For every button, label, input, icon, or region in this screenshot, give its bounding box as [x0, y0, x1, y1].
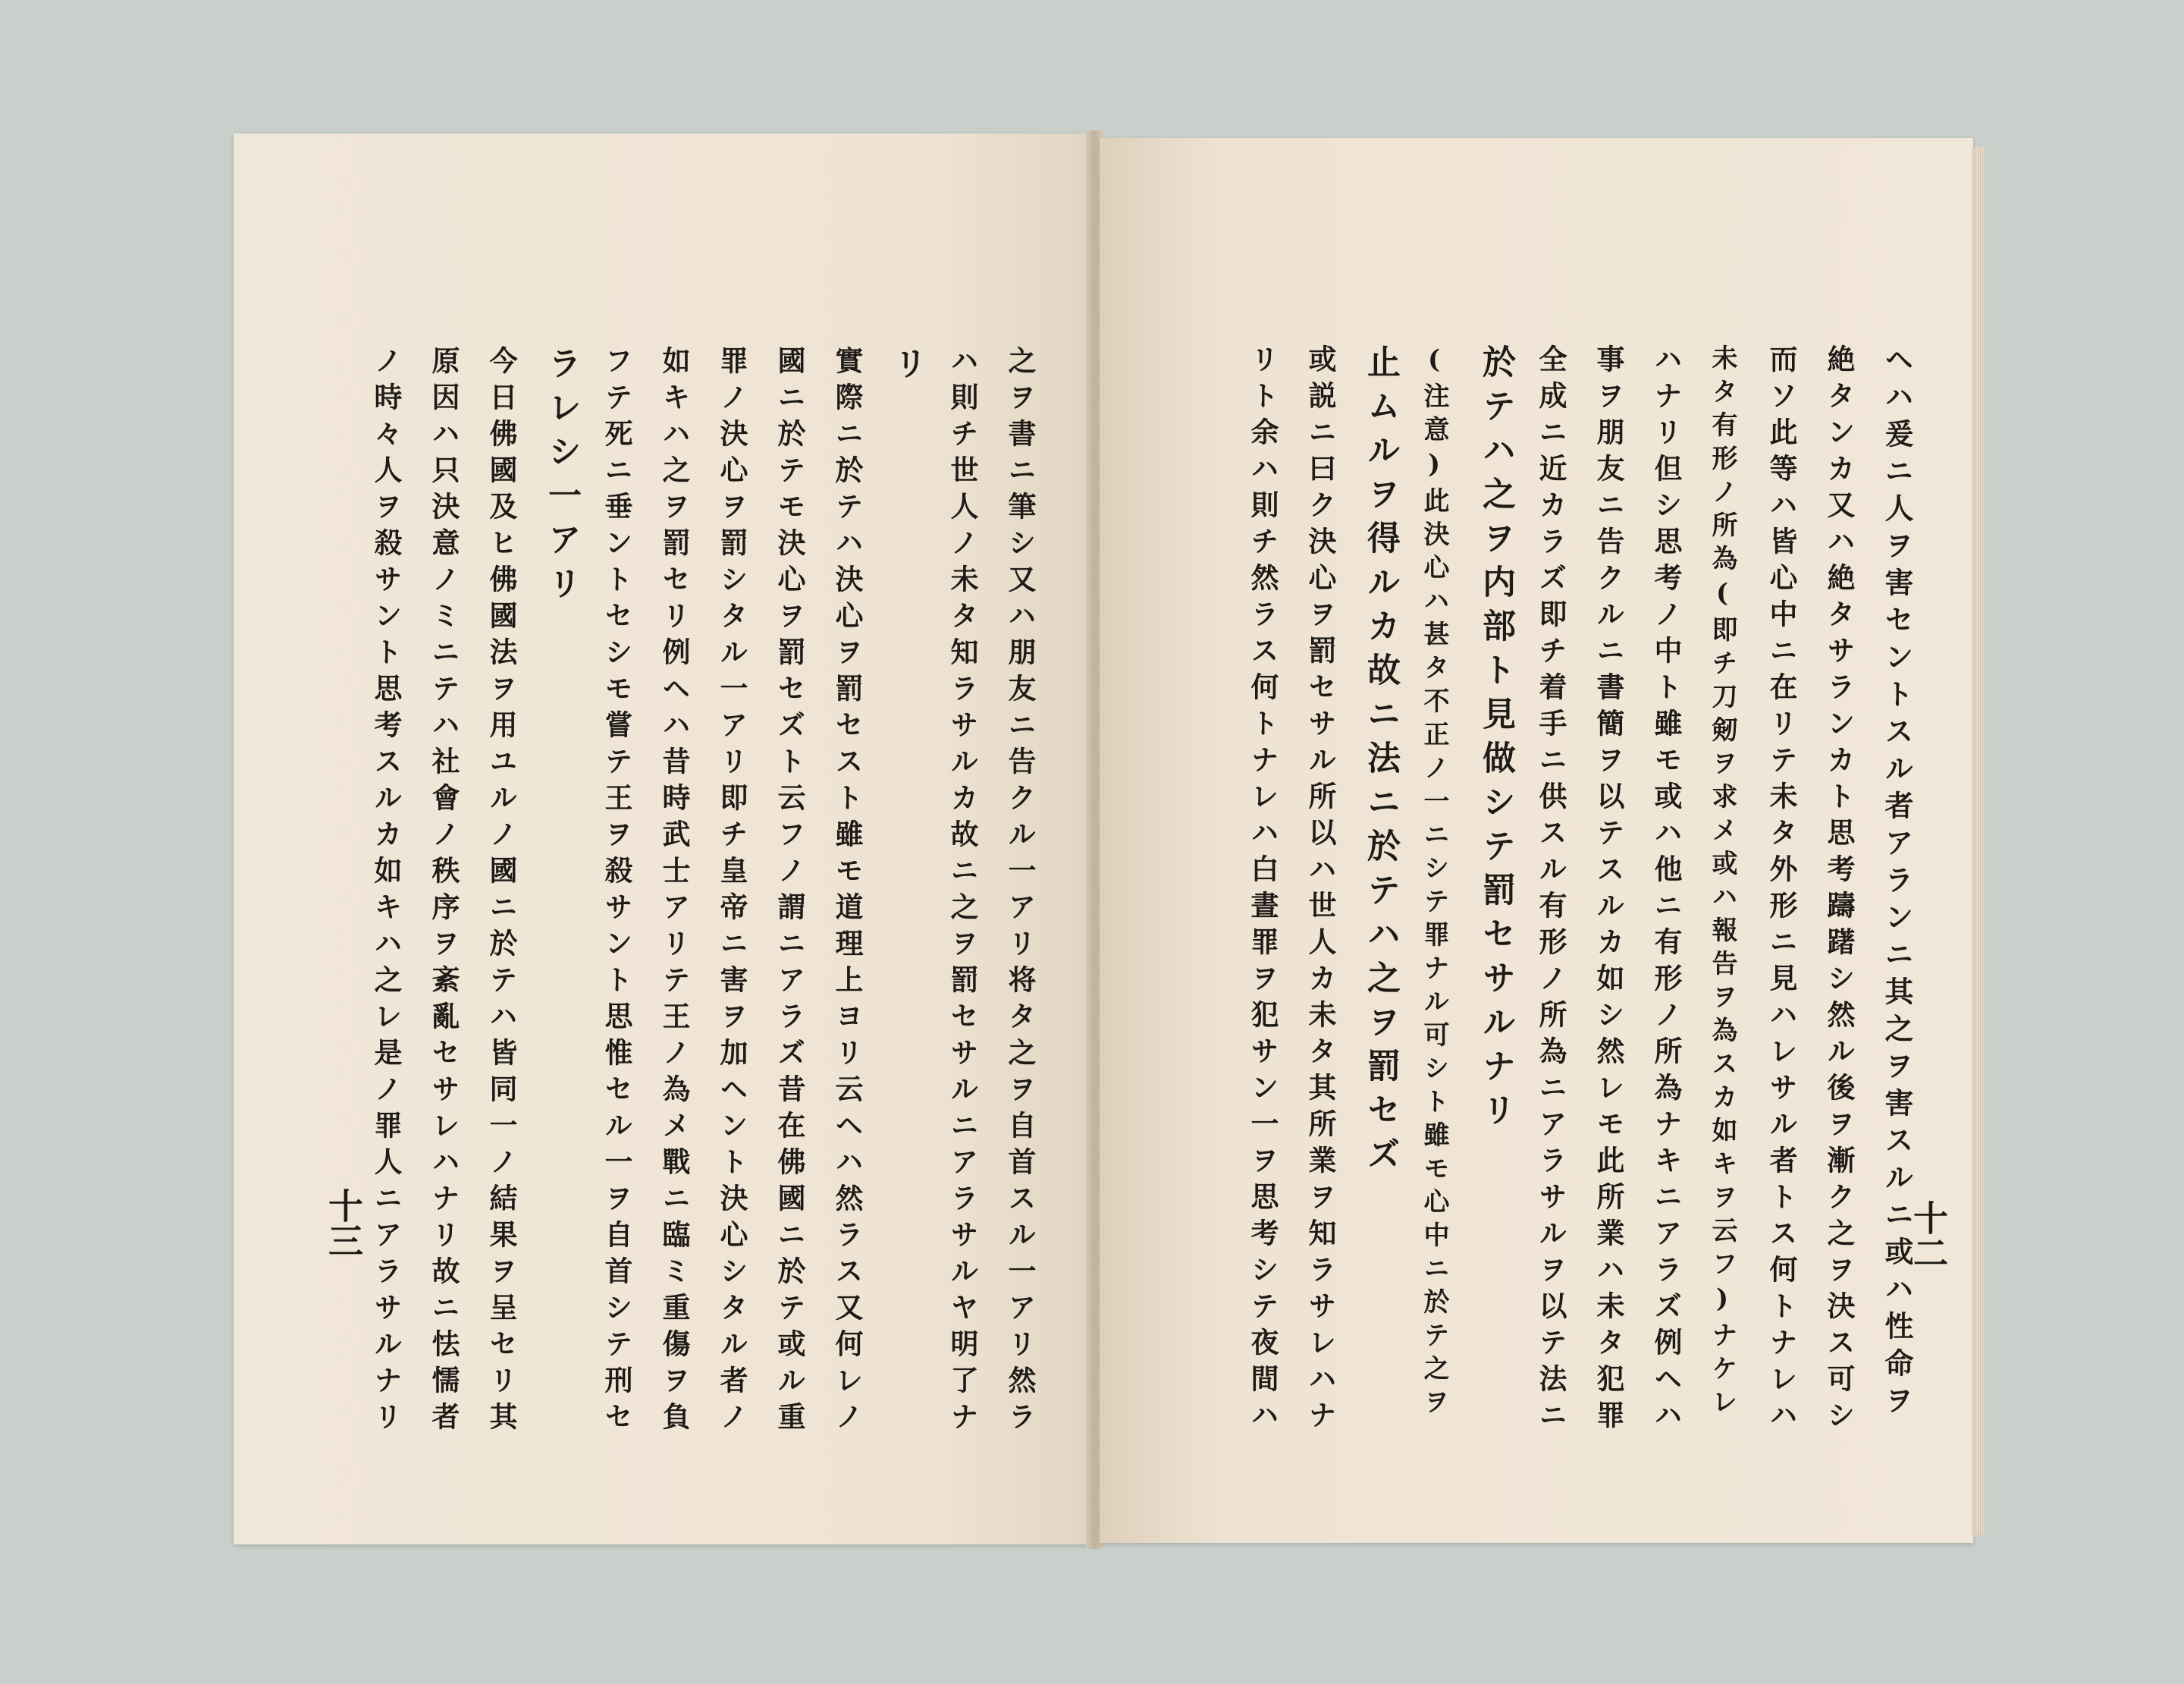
text-column: 實際ニ於テハ決心ヲ罰セスト雖モ道理上ヨリ云ヘハ然ラス又何レノ	[830, 346, 864, 1438]
text-column: 而ソ此等ハ皆心中ニ在リテ未タ外形ニ見ハレサル者トス何トナレハ	[1765, 344, 1798, 1437]
text-column: 全成ニ近カラズ即チ着手ニ供スル有形ノ所為ニアラサルヲ以テ法ニ	[1534, 344, 1567, 1437]
text-column: ハナリ但シ思考ノ中ト雖モ或ハ他ニ有形ノ所為ナキニアラズ例ヘハ	[1649, 344, 1683, 1437]
open-book	[234, 130, 1985, 1549]
text-column: ラレシ一アリ	[542, 346, 581, 610]
page-number: 十二	[1908, 1200, 1949, 1270]
text-column: ハ則チ世人ノ未タ知ラサルカ故ニ之ヲ罰セサルニアラサルヤ明了ナ	[946, 346, 979, 1438]
page-number: 十三	[323, 1188, 364, 1258]
text-column: 原因ハ只決意ノミニテハ社會ノ秩序ヲ紊亂セサレハナリ故ニ怯懦者	[427, 346, 460, 1438]
text-column: ヘハ爰ニ人ヲ害セントスル者アランニ其之ヲ害スルニ或ハ性命ヲ	[1880, 344, 1914, 1422]
text-column: 絶タンカ又ハ絶タサランカト思考躊躇シ然ル後ヲ漸ク之ヲ決ス可シ	[1822, 344, 1856, 1437]
right-page	[1100, 138, 1973, 1543]
text-column: (注意)此決心ハ甚タ不正ノ一ニシテ罪ナル可シト雖モ心中ニ於テ之ヲ	[1419, 344, 1449, 1422]
left-page	[234, 134, 1089, 1544]
text-column: 罪ノ決心ヲ罰シタル一アリ即チ皇帝ニ害ヲ加ヘント決心シタル者ノ	[715, 346, 748, 1438]
page-edges	[1972, 147, 1985, 1535]
text-column: 之ヲ書ニ筆シ又ハ朋友ニ告クル一アリ将タ之ヲ自首スル一アリ然ラ	[1003, 346, 1037, 1438]
text-column: 國ニ於テモ決心ヲ罰セズト云フノ謂ニアラズ昔在佛國ニ於テ或ル重	[773, 346, 806, 1438]
text-column: リト余ハ則チ然ラス何トナレハ白晝罪ヲ犯サン一ヲ思考シテ夜間ハ	[1246, 344, 1279, 1437]
text-column: 止ムルヲ得ルカ故ニ法ニ於テハ之ヲ罰セズ	[1361, 344, 1400, 1180]
text-column: 事ヲ朋友ニ告クルニ書簡ヲ以テスルカ如シ然レモ此所業ハ未タ犯罪	[1592, 344, 1625, 1437]
text-column: 或説ニ曰ク決心ヲ罰セサル所以ハ世人カ未タ其所業ヲ知ラサレハナ	[1304, 344, 1337, 1437]
text-column: リ	[888, 346, 927, 390]
text-column: フテ死ニ垂ントセシモ嘗テ王ヲ殺サント思惟セル一ヲ自首シテ刑セ	[600, 346, 633, 1438]
text-column: 如キハ之ヲ罰セリ例ヘハ昔時武士アリテ王ノ為メ戰ニ臨ミ重傷ヲ負	[657, 346, 691, 1438]
text-column: 今日佛國及ヒ佛國法ヲ用ユルノ國ニ於テハ皆同一ノ結果ヲ呈セリ其	[485, 346, 518, 1438]
text-column: ノ時々人ヲ殺サント思考スルカ如キハ之レ是ノ罪人ニアラサルナリ	[369, 346, 403, 1438]
text-column: 於テハ之ヲ内部ト見做シテ罰セサルナリ	[1476, 344, 1515, 1136]
text-column: 未タ有形ノ所為(即チ刀剱ヲ求メ或ハ報告ヲ為スカ如キヲ云フ)ナケレ	[1707, 344, 1737, 1422]
